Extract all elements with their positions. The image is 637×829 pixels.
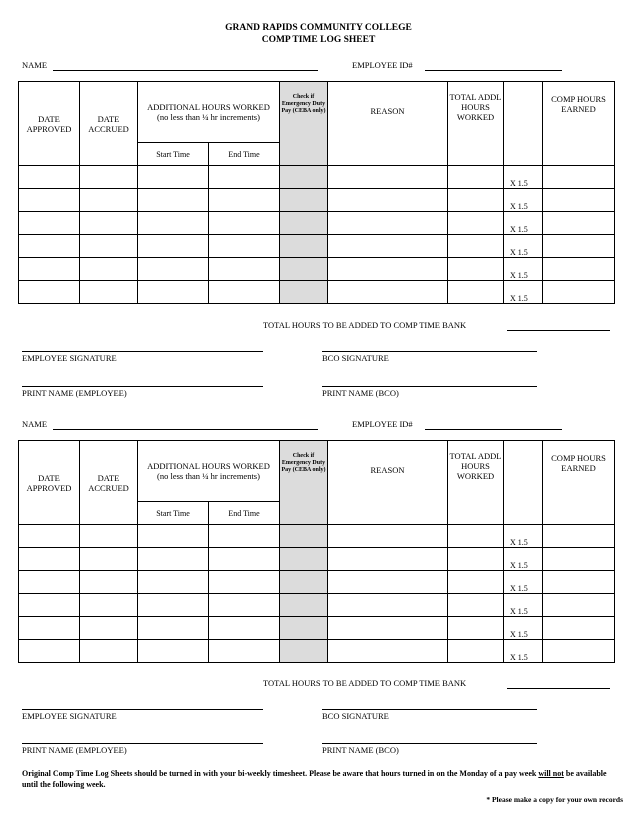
cell-multiplier: X 1.5: [504, 640, 543, 663]
col-date-approved: DATE APPROVED: [19, 441, 80, 525]
cell-date-accrued[interactable]: [80, 281, 138, 304]
cell-comp-hours[interactable]: [543, 166, 615, 189]
col-comp-hours: COMP HOURS EARNED: [543, 82, 615, 166]
submission-note-emphasis: will not: [538, 769, 564, 778]
cell-comp-hours[interactable]: [543, 235, 615, 258]
cell-date-accrued[interactable]: [80, 640, 138, 663]
cell-multiplier: X 1.5: [504, 281, 543, 304]
cell-emergency-check[interactable]: [280, 281, 328, 304]
submission-note-part2: be available until the following week.: [22, 769, 607, 789]
col-emergency-duty: Check if Emergency Duty Pay (CEBA only): [280, 82, 328, 166]
col-additional-hours: [138, 441, 280, 502]
cell-start-time[interactable]: [138, 212, 209, 235]
employee-signature-line[interactable]: [22, 709, 263, 710]
submission-note-part1: Original Comp Time Log Sheets should be turned in with your bi-weekly timesheet. Please be aware that hours turned in on the Monday of a pay week: [22, 769, 539, 778]
table-row: [19, 525, 615, 548]
cell-date-approved[interactable]: [19, 548, 80, 571]
name-field[interactable]: [53, 70, 318, 71]
print-name-employee-line[interactable]: [22, 386, 263, 387]
employee-id-field[interactable]: [425, 70, 562, 71]
cell-multiplier: X 1.5: [504, 548, 543, 571]
cell-date-accrued[interactable]: [80, 548, 138, 571]
cell-comp-hours[interactable]: [543, 571, 615, 594]
cell-reason[interactable]: [328, 166, 448, 189]
cell-total-hours[interactable]: [448, 166, 504, 189]
print-name-bco-line[interactable]: [322, 386, 537, 387]
cell-multiplier: X 1.5: [504, 235, 543, 258]
cell-comp-hours[interactable]: [543, 258, 615, 281]
table-row: [19, 235, 615, 258]
col-multiplier-blank: [504, 441, 543, 525]
cell-start-time[interactable]: [138, 189, 209, 212]
col-end-time: End Time: [209, 502, 280, 525]
print-name-employee-label: PRINT NAME (EMPLOYEE): [22, 388, 127, 398]
submission-note: [22, 768, 622, 790]
cell-start-time[interactable]: [138, 258, 209, 281]
cell-total-hours[interactable]: [448, 258, 504, 281]
col-date-accrued: DATE ACCRUED: [80, 82, 138, 166]
col-start-time: Start Time: [138, 502, 209, 525]
cell-date-accrued[interactable]: [80, 235, 138, 258]
cell-total-hours[interactable]: [448, 617, 504, 640]
cell-total-hours[interactable]: [448, 640, 504, 663]
comp-time-table: [18, 440, 615, 663]
cell-end-time[interactable]: [209, 548, 280, 571]
cell-end-time[interactable]: [209, 640, 280, 663]
col-additional-hours-label: ADDITIONAL HOURS WORKED: [147, 102, 270, 112]
cell-multiplier: X 1.5: [504, 166, 543, 189]
col-start-time: Start Time: [138, 143, 209, 166]
cell-total-hours[interactable]: [448, 548, 504, 571]
cell-emergency-check[interactable]: [280, 189, 328, 212]
cell-multiplier: X 1.5: [504, 258, 543, 281]
col-additional-hours-label: ADDITIONAL HOURS WORKED: [147, 461, 270, 471]
col-additional-hours-note: (no less than ¼ hr increments): [157, 112, 260, 122]
table-row: [19, 281, 615, 304]
cell-multiplier: X 1.5: [504, 617, 543, 640]
col-additional-hours-note: (no less than ¼ hr increments): [157, 471, 260, 481]
table-row: [19, 617, 615, 640]
cell-comp-hours[interactable]: [543, 594, 615, 617]
cell-end-time[interactable]: [209, 258, 280, 281]
cell-reason[interactable]: [328, 235, 448, 258]
col-end-time: End Time: [209, 143, 280, 166]
name-label: NAME: [22, 419, 48, 429]
total-hours-label: TOTAL HOURS TO BE ADDED TO COMP TIME BANK: [263, 678, 467, 688]
total-hours-field[interactable]: [507, 330, 610, 331]
cell-end-time[interactable]: [209, 212, 280, 235]
cell-emergency-check[interactable]: [280, 640, 328, 663]
col-emergency-duty: Check if Emergency Duty Pay (CEBA only): [280, 441, 328, 525]
cell-date-accrued[interactable]: [80, 525, 138, 548]
cell-total-hours[interactable]: [448, 235, 504, 258]
cell-date-accrued[interactable]: [80, 166, 138, 189]
cell-date-approved[interactable]: [19, 235, 80, 258]
cell-emergency-check[interactable]: [280, 571, 328, 594]
cell-date-approved[interactable]: [19, 617, 80, 640]
cell-date-approved[interactable]: [19, 594, 80, 617]
cell-end-time[interactable]: [209, 571, 280, 594]
cell-start-time[interactable]: [138, 281, 209, 304]
cell-emergency-check[interactable]: [280, 617, 328, 640]
cell-comp-hours[interactable]: [543, 212, 615, 235]
col-date-approved: DATE APPROVED: [19, 82, 80, 166]
employee-signature-label: EMPLOYEE SIGNATURE: [22, 353, 117, 363]
cell-reason[interactable]: [328, 548, 448, 571]
cell-end-time[interactable]: [209, 617, 280, 640]
cell-end-time[interactable]: [209, 235, 280, 258]
cell-multiplier: X 1.5: [504, 571, 543, 594]
cell-date-approved[interactable]: [19, 189, 80, 212]
cell-comp-hours[interactable]: [543, 640, 615, 663]
employee-signature-label: EMPLOYEE SIGNATURE: [22, 711, 117, 721]
cell-reason[interactable]: [328, 617, 448, 640]
cell-comp-hours[interactable]: [543, 189, 615, 212]
cell-date-accrued[interactable]: [80, 258, 138, 281]
table-row: [19, 548, 615, 571]
cell-emergency-check[interactable]: [280, 235, 328, 258]
cell-reason[interactable]: [328, 258, 448, 281]
cell-start-time[interactable]: [138, 571, 209, 594]
cell-emergency-check[interactable]: [280, 548, 328, 571]
table-row: [19, 189, 615, 212]
employee-id-field[interactable]: [425, 429, 562, 430]
cell-start-time[interactable]: [138, 525, 209, 548]
table-row: [19, 166, 615, 189]
cell-comp-hours[interactable]: [543, 548, 615, 571]
cell-reason[interactable]: [328, 571, 448, 594]
cell-total-hours[interactable]: [448, 594, 504, 617]
employee-id-label: EMPLOYEE ID#: [352, 60, 413, 70]
table-row: [19, 258, 615, 281]
cell-reason[interactable]: [328, 189, 448, 212]
bco-signature-line[interactable]: [322, 709, 537, 710]
cell-date-accrued[interactable]: [80, 189, 138, 212]
cell-total-hours[interactable]: [448, 525, 504, 548]
cell-total-hours[interactable]: [448, 571, 504, 594]
bco-signature-label: BCO SIGNATURE: [322, 711, 389, 721]
print-name-employee-label: PRINT NAME (EMPLOYEE): [22, 745, 127, 755]
col-reason: REASON: [328, 82, 448, 166]
cell-reason[interactable]: [328, 212, 448, 235]
col-reason: REASON: [328, 441, 448, 525]
cell-date-approved[interactable]: [19, 525, 80, 548]
cell-end-time[interactable]: [209, 189, 280, 212]
table-row: [19, 594, 615, 617]
total-hours-label: TOTAL HOURS TO BE ADDED TO COMP TIME BANK: [263, 320, 467, 330]
print-name-bco-label: PRINT NAME (BCO): [322, 388, 399, 398]
cell-date-accrued[interactable]: [80, 617, 138, 640]
cell-multiplier: X 1.5: [504, 525, 543, 548]
col-total-addl-hours: TOTAL ADDL HOURS WORKED: [448, 82, 504, 166]
cell-start-time[interactable]: [138, 235, 209, 258]
cell-start-time[interactable]: [138, 166, 209, 189]
cell-reason[interactable]: [328, 594, 448, 617]
table-row: [19, 571, 615, 594]
cell-reason[interactable]: [328, 525, 448, 548]
bco-signature-label: BCO SIGNATURE: [322, 353, 389, 363]
cell-emergency-check[interactable]: [280, 525, 328, 548]
cell-comp-hours[interactable]: [543, 617, 615, 640]
comp-time-table: [18, 81, 615, 304]
institution-name: GRAND RAPIDS COMMUNITY COLLEGE: [225, 23, 412, 33]
cell-comp-hours[interactable]: [543, 281, 615, 304]
col-multiplier-blank: [504, 82, 543, 166]
print-name-employee-line[interactable]: [22, 743, 263, 744]
cell-comp-hours[interactable]: [543, 525, 615, 548]
cell-start-time[interactable]: [138, 548, 209, 571]
cell-end-time[interactable]: [209, 525, 280, 548]
cell-multiplier: X 1.5: [504, 594, 543, 617]
cell-end-time[interactable]: [209, 281, 280, 304]
table-row: [19, 640, 615, 663]
cell-date-approved[interactable]: [19, 212, 80, 235]
employee-signature-line[interactable]: [22, 351, 263, 352]
col-additional-hours: [138, 82, 280, 143]
col-total-addl-hours: TOTAL ADDL HOURS WORKED: [448, 441, 504, 525]
cell-total-hours[interactable]: [448, 281, 504, 304]
cell-total-hours[interactable]: [448, 212, 504, 235]
cell-emergency-check[interactable]: [280, 258, 328, 281]
col-comp-hours: COMP HOURS EARNED: [543, 441, 615, 525]
cell-emergency-check[interactable]: [280, 594, 328, 617]
name-field[interactable]: [53, 429, 318, 430]
cell-date-approved[interactable]: [19, 640, 80, 663]
cell-total-hours[interactable]: [448, 189, 504, 212]
cell-multiplier: X 1.5: [504, 189, 543, 212]
cell-emergency-check[interactable]: [280, 212, 328, 235]
cell-start-time[interactable]: [138, 617, 209, 640]
cell-emergency-check[interactable]: [280, 166, 328, 189]
col-date-accrued: DATE ACCRUED: [80, 441, 138, 525]
cell-reason[interactable]: [328, 640, 448, 663]
cell-date-accrued[interactable]: [80, 571, 138, 594]
copy-note: * Please make a copy for your own records: [486, 795, 623, 804]
form-title: COMP TIME LOG SHEET: [261, 35, 376, 45]
employee-id-label: EMPLOYEE ID#: [352, 419, 413, 429]
print-name-bco-label: PRINT NAME (BCO): [322, 745, 399, 755]
cell-reason[interactable]: [328, 281, 448, 304]
cell-date-accrued[interactable]: [80, 212, 138, 235]
name-label: NAME: [22, 60, 48, 70]
cell-multiplier: X 1.5: [504, 212, 543, 235]
bco-signature-line[interactable]: [322, 351, 537, 352]
cell-end-time[interactable]: [209, 594, 280, 617]
cell-start-time[interactable]: [138, 594, 209, 617]
cell-date-approved[interactable]: [19, 571, 80, 594]
cell-end-time[interactable]: [209, 166, 280, 189]
cell-date-approved[interactable]: [19, 166, 80, 189]
print-name-bco-line[interactable]: [322, 743, 537, 744]
total-hours-field[interactable]: [507, 688, 610, 689]
cell-date-approved[interactable]: [19, 281, 80, 304]
cell-date-approved[interactable]: [19, 258, 80, 281]
cell-start-time[interactable]: [138, 640, 209, 663]
cell-date-accrued[interactable]: [80, 594, 138, 617]
table-row: [19, 212, 615, 235]
